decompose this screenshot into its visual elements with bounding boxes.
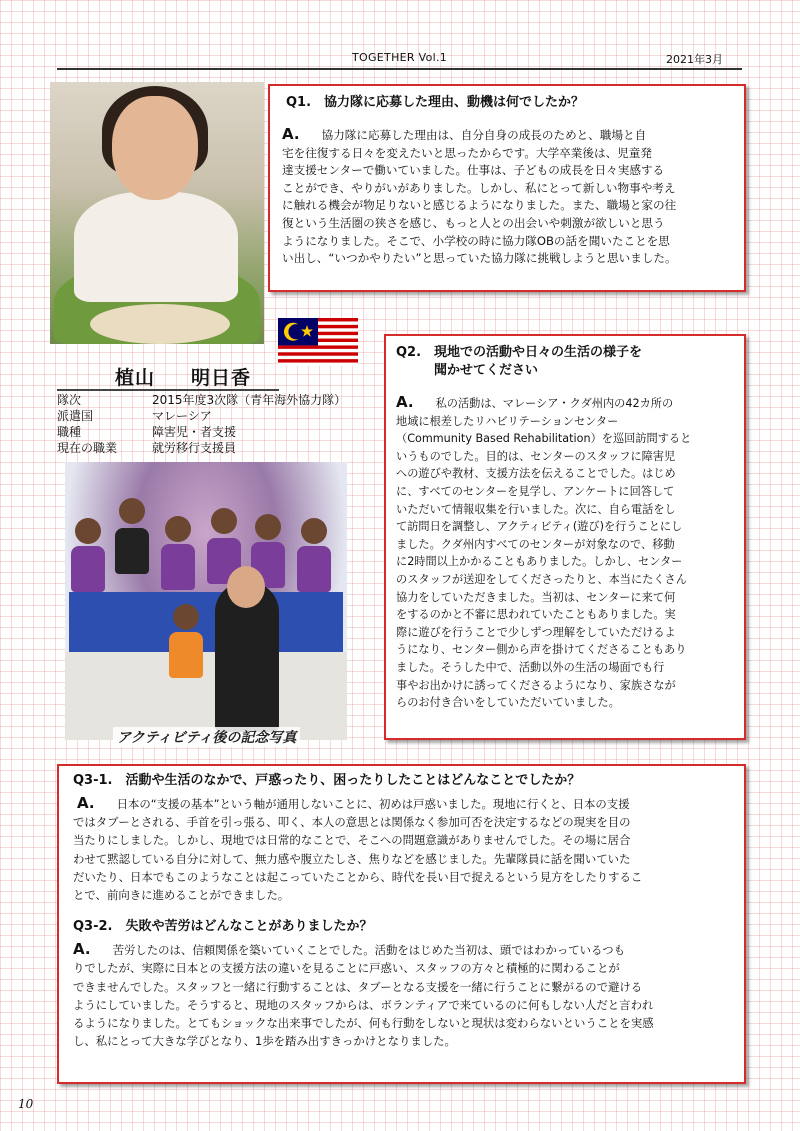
q2-question — [396, 344, 734, 380]
answer-line: ことができ、やりがいがありました。しかし、私にとって新しい物事や考え — [282, 180, 676, 195]
answer-line: 日本の“支援の基本”という軸が通用しないことに、初めは戸惑いました。現地に行くと、日本の支援 — [116, 797, 630, 811]
answer-label: A. — [73, 940, 91, 959]
q1-answer — [282, 126, 732, 268]
profile-value: 障害児・者支援 — [152, 425, 237, 439]
q2-question-line: 聞かせてください — [434, 363, 539, 378]
profile-row — [57, 392, 346, 408]
answer-line: 事やお出かけに誘ってくださるようになり、家族さなが — [396, 678, 676, 692]
header-rule — [57, 68, 742, 70]
q1-question: Q1. 協力隊に応募した理由、動機は何でしたか？ — [286, 95, 585, 110]
answer-line: ようにしていました。そうすると、現地のスタッフからは、ボランティアで来ているのに何もしない人だと言われ — [73, 997, 654, 1012]
answer-label: A. — [77, 794, 95, 812]
q3-1-question: Q3-1. 活動や生活のなかで、戸惑ったり、困ったりしたことはどんなことでしたか？ — [73, 773, 581, 788]
answer-line: いただいて情報収集を行いました。次に、自ら電話をし — [396, 502, 676, 516]
answer-line: 当たりにしました。しかし、現地では日常的なことで、そこへの問題意識がありませんでした。その場に居合 — [73, 833, 631, 848]
answer-line: わせて黙認している自分に対して、無力感や腹立たしさ、焦りなどを感じました。先輩隊員に話を聞いていた — [73, 851, 631, 866]
answer-line: うになり、センター側から声を掛けてくださることもあり — [396, 643, 687, 657]
answer-line: に、すべてのセンターを見学し、アンケートに回答して — [396, 484, 675, 498]
profile-row — [57, 424, 236, 440]
q3-1-answer — [73, 794, 730, 904]
malaysia-flag-icon — [278, 318, 358, 366]
profile-value: マレーシア — [152, 409, 212, 423]
answer-line: とで、前向きに進めることができました。 — [73, 888, 290, 903]
answer-line: ではタブーとされる、手首を引っ張る、叩く、本人の意思とは関係なく参加可否を決定するなどの現実を目の — [73, 815, 631, 830]
answer-line: ようになりました。そこで、小学校の時に協力隊OBの話を聞いたことを思 — [282, 233, 670, 248]
issue-date: 2021年3月 — [666, 53, 723, 66]
profile-row — [57, 408, 212, 424]
profile-key: 隊次 — [57, 393, 82, 407]
group-photo — [65, 462, 347, 740]
answer-line: りでしたが、実際に日本との支援方法の違いを見ることに戸惑い、スタッフの方々と積極的に関わることが — [73, 961, 620, 976]
answer-line: て訪問日を調整し、アクティビティ(遊び)を行うことにし — [396, 520, 683, 534]
portrait-photo — [50, 82, 264, 344]
answer-line: 復という生活圏の狭さを感じ、もっと人との出会いや刺激が欲しいと思う — [282, 215, 665, 230]
answer-line: だいたり、日本でもこのようなことは起こっていたことから、時代を長い目で捉えるという見方をしたりするこ — [73, 869, 643, 884]
answer-line: に触れる機会が物足りないと感じるようになりました。また、職場と家の往 — [282, 198, 677, 213]
answer-line: への遊びや教材、支援方法を伝えることでした。はじめ — [396, 467, 676, 481]
answer-line: 際に遊びを行うことで少しずつ理解をしていただけるよ — [396, 625, 676, 639]
answer-label: A. — [396, 393, 414, 411]
answer-line: 地域に根差したリハビリテーションセンター — [396, 414, 619, 428]
profile-given-name: 明日香 — [191, 367, 252, 389]
answer-line: 達支援センターで働いていました。仕事は、子どもの成長を日々実感する — [282, 163, 665, 178]
q3-box — [57, 764, 746, 1084]
q3-2-question: Q3-2. 失敗や苦労はどんなことがありましたか？ — [73, 919, 373, 935]
q1-box — [268, 84, 746, 292]
profile-key: 現在の職業 — [57, 441, 118, 455]
profile-surname: 植山 — [115, 367, 156, 389]
answer-line: （Community Based Rehabilitation）を巡回訪問すると — [396, 432, 692, 446]
answer-line: 宅を往復する日々を変えたいと思ったからです。大学卒業後は、児童発 — [282, 145, 652, 160]
answer-label: A. — [282, 125, 300, 143]
answer-line: し、私にとって大きな学びとなり、1歩を踏み出すきっかけとなりました。 — [73, 1034, 456, 1049]
profile-value: 2015年度3次隊（青年海外協力隊） — [152, 393, 347, 407]
q2-box — [384, 334, 746, 740]
group-photo-caption: アクティビティ後の記念写真 — [113, 727, 300, 747]
answer-line: できませんでした。スタッフと一緒に行動することは、タブーとなる支援を一緒に行うことに繋がるので避ける — [73, 979, 643, 994]
page-number: 10 — [18, 1097, 34, 1111]
q2-answer — [396, 394, 734, 712]
answer-line: いうものでした。目的は、センターのスタッフに障害児 — [396, 449, 676, 463]
answer-line: ました。クダ州内すべてのセンターが対象なので、移動 — [396, 537, 675, 551]
profile-key: 職種 — [57, 425, 82, 439]
answer-line: らのお付き合いをしていただいていました。 — [396, 696, 620, 710]
newsletter-title: TOGETHER Vol.1 — [352, 51, 448, 64]
profile-name-rule — [57, 389, 279, 391]
profile-card — [57, 363, 375, 463]
answer-line: 協力隊に応募した理由は、自分自身の成長のためと、職場と自 — [321, 128, 647, 142]
profile-value: 就労移行支援員 — [152, 441, 237, 455]
answer-line: い出し、“いつかやりたい”と思っていた協力隊に挑戦しようと思いました。 — [282, 251, 677, 266]
answer-line: 苦労したのは、信頼関係を築いていくことでした。活動をはじめた当初は、頭ではわかっているつも — [112, 943, 626, 958]
q2-question-line: Q2. 現地での活動や日々の生活の様子を — [396, 345, 643, 360]
answer-line: 協力をしていただきました。当初は、センターに来て何 — [396, 590, 676, 604]
answer-line: のスタッフが送迎をしてくださったりと、本当にたくさん — [396, 572, 687, 586]
answer-line: 私の活動は、マレーシア・クダ州内の42カ所の — [435, 397, 674, 410]
answer-line: ました。そうした中で、活動以外の生活の場面でも行 — [396, 660, 665, 674]
profile-row — [57, 440, 236, 456]
answer-line: をするのかと不審に思われていたこともありました。実 — [396, 608, 676, 622]
answer-line: るようになりました。とてもショックな出来事でしたが、何も行動をしないと現状は変わらないということを実感 — [73, 1016, 654, 1031]
answer-line: に2時間以上かかることもありました。しかし、センター — [396, 555, 683, 569]
profile-key: 派遣国 — [57, 409, 94, 423]
q3-2-answer — [73, 940, 730, 1050]
